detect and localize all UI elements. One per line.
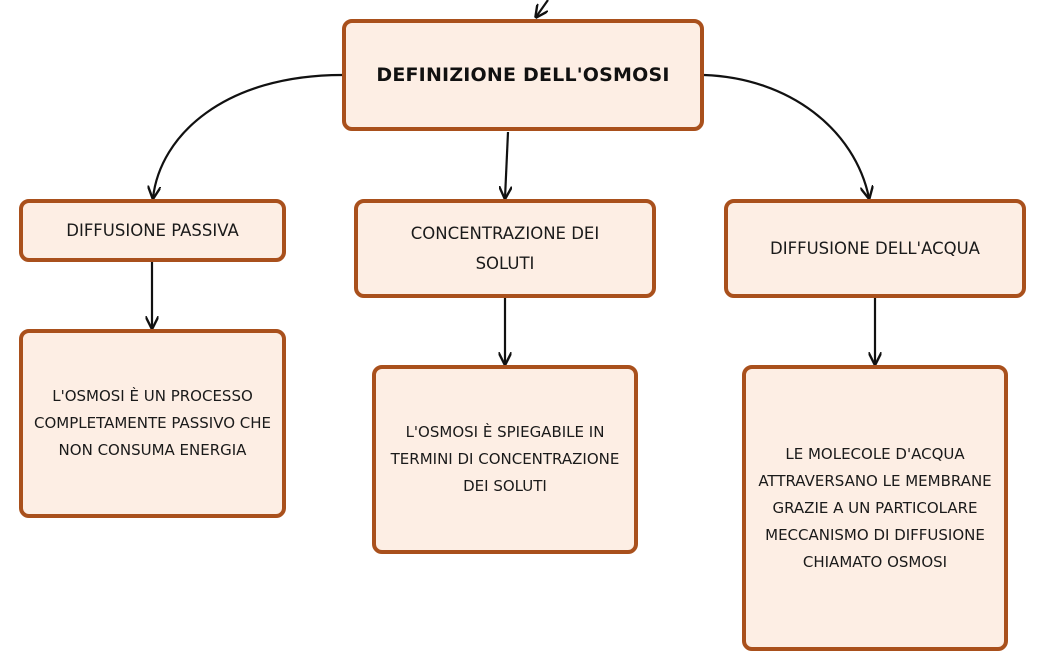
branch-node-label: CONCENTRAZIONE DEI SOLUTI	[410, 223, 600, 273]
detail-node-text: L'OSMOSI È SPIEGABILE IN TERMINI DI CONCENTRAZIONE DEI SOLUTI	[390, 423, 620, 495]
detail-node-text: LE MOLECOLE D'ACQUA ATTRAVERSANO LE MEMBRANE GRAZIE A UN PARTICOLARE MECCANISMO DI DIFFUSIONE CHIAMATO OSMOSI	[758, 444, 992, 571]
detail-node-concentrazione-dei-soluti[interactable]	[372, 365, 638, 554]
branch-node-concentrazione-dei-soluti[interactable]	[354, 199, 656, 298]
connector-root-to-concentrazione	[505, 132, 508, 198]
root-node-label: DEFINIZIONE DELL'OSMOSI	[376, 64, 670, 86]
incoming-connector	[536, 0, 548, 17]
detail-node-diffusione-passiva[interactable]	[19, 329, 286, 518]
branch-node-label: DIFFUSIONE DELL'ACQUA	[770, 238, 980, 258]
connector-root-to-diffusione-passiva	[153, 75, 342, 198]
detail-node-text: L'OSMOSI È UN PROCESSO COMPLETAMENTE PASSIVO CHE NON CONSUMA ENERGIA	[33, 387, 272, 459]
branch-node-diffusione-dell-acqua[interactable]	[724, 199, 1026, 298]
branch-node-diffusione-passiva[interactable]	[19, 199, 286, 262]
branch-node-label: DIFFUSIONE PASSIVA	[66, 220, 239, 240]
connector-root-to-diffusione-acqua	[704, 75, 869, 198]
detail-node-diffusione-dell-acqua[interactable]	[742, 365, 1008, 651]
root-node[interactable]	[342, 19, 704, 131]
